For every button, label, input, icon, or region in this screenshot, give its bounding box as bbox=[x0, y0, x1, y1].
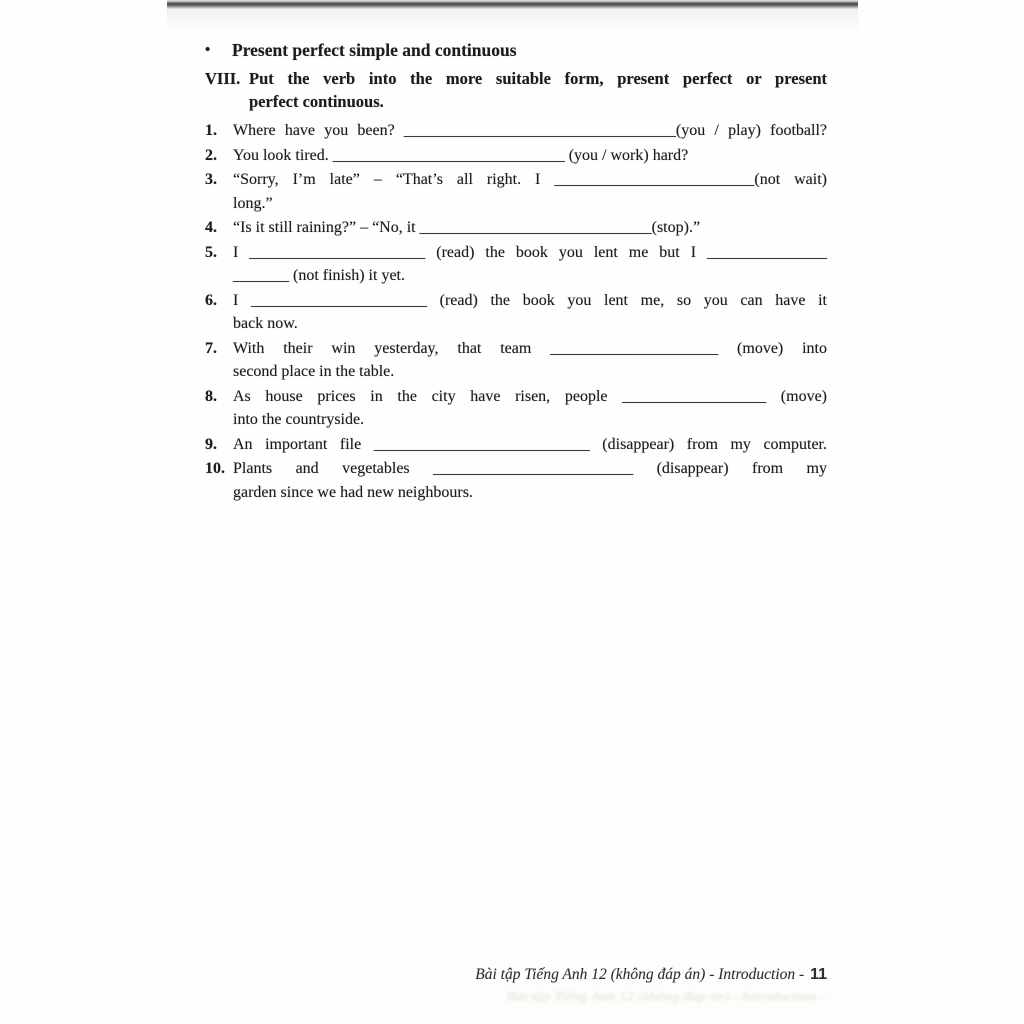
text-line: _______ (not finish) it yet. bbox=[233, 267, 405, 284]
exercise-header bbox=[205, 67, 827, 113]
exercise-number: VIII. bbox=[205, 69, 241, 88]
exercise-item-list bbox=[205, 119, 827, 504]
page-top-edge-shadow bbox=[167, 0, 858, 9]
text-line: I ______________________ (read) the book you lent me but I _______________ bbox=[233, 243, 827, 261]
item-number: 4. bbox=[205, 219, 217, 236]
item-text bbox=[233, 457, 827, 504]
footer-page-number: 11 bbox=[810, 966, 827, 983]
exercise-item bbox=[205, 337, 827, 384]
page-top-edge-fade bbox=[167, 9, 858, 33]
item-number: 2. bbox=[205, 146, 217, 164]
text-line: into the countryside. bbox=[233, 411, 365, 428]
item-text bbox=[233, 289, 827, 336]
text-line: “Sorry, I’m late” – “That’s all right. I _________________________(not wait) bbox=[233, 171, 827, 188]
exercise-item bbox=[205, 289, 827, 336]
exercise-item bbox=[205, 241, 827, 288]
page-footer bbox=[475, 966, 827, 984]
item-number: 7. bbox=[205, 339, 217, 357]
bullet-icon: • bbox=[205, 42, 211, 58]
section-title: Present perfect simple and continuous bbox=[232, 40, 517, 60]
text-line: An important file ___________________________ (disappear) from my computer. bbox=[233, 435, 827, 453]
exercise-item bbox=[205, 457, 827, 504]
item-text bbox=[233, 168, 827, 215]
section-heading bbox=[205, 38, 827, 62]
text-line: I ______________________ (read) the book you lent me, so you can have it bbox=[233, 291, 827, 309]
item-text bbox=[233, 433, 827, 457]
item-text bbox=[233, 241, 827, 288]
item-number: 6. bbox=[205, 291, 217, 309]
item-text bbox=[233, 119, 827, 143]
text-line: With their win yesterday, that team _____________________ (move) into bbox=[233, 339, 827, 357]
exercise-item bbox=[205, 119, 827, 143]
item-text bbox=[233, 337, 827, 384]
text-line: second place in the table. bbox=[233, 363, 395, 380]
text-line: “Is it still raining?” – “No, it _____________________________(stop).” bbox=[233, 219, 701, 236]
item-number: 5. bbox=[205, 243, 217, 261]
exercise-item bbox=[205, 216, 827, 240]
item-number: 10. bbox=[205, 460, 225, 477]
page-content bbox=[205, 38, 827, 505]
item-text bbox=[233, 216, 827, 240]
item-text bbox=[233, 144, 827, 168]
text-line: perfect continuous. bbox=[249, 92, 384, 111]
exercise-instruction bbox=[249, 67, 827, 113]
exercise-item bbox=[205, 144, 827, 168]
text-line: Where have you been? __________________________________(you / play) football? bbox=[233, 122, 827, 139]
item-number: 9. bbox=[205, 435, 217, 453]
text-line: back now. bbox=[233, 315, 298, 332]
footer-book-title: Bài tập Tiếng Anh 12 (không đáp án) - Introduction - bbox=[475, 966, 809, 983]
item-number: 8. bbox=[205, 387, 217, 405]
item-text bbox=[233, 385, 827, 432]
text-line: garden since we had new neighbours. bbox=[233, 483, 473, 501]
bleed-through-text: Bài tập Tiếng Anh 12 (không đáp án) - Introduction - bbox=[506, 990, 825, 1004]
exercise-item bbox=[205, 433, 827, 457]
exercise-item bbox=[205, 385, 827, 432]
item-number: 1. bbox=[205, 122, 217, 139]
text-line: long.” bbox=[233, 194, 273, 212]
text-line: Put the verb into the more suitable form, present perfect or present bbox=[249, 69, 827, 88]
exercise-item bbox=[205, 168, 827, 215]
text-line: Plants and vegetables _________________________ (disappear) from my bbox=[233, 460, 827, 477]
text-line: You look tired. _____________________________ (you / work) hard? bbox=[233, 146, 689, 164]
text-line: As house prices in the city have risen, people __________________ (move) bbox=[233, 387, 827, 405]
item-number: 3. bbox=[205, 171, 217, 188]
